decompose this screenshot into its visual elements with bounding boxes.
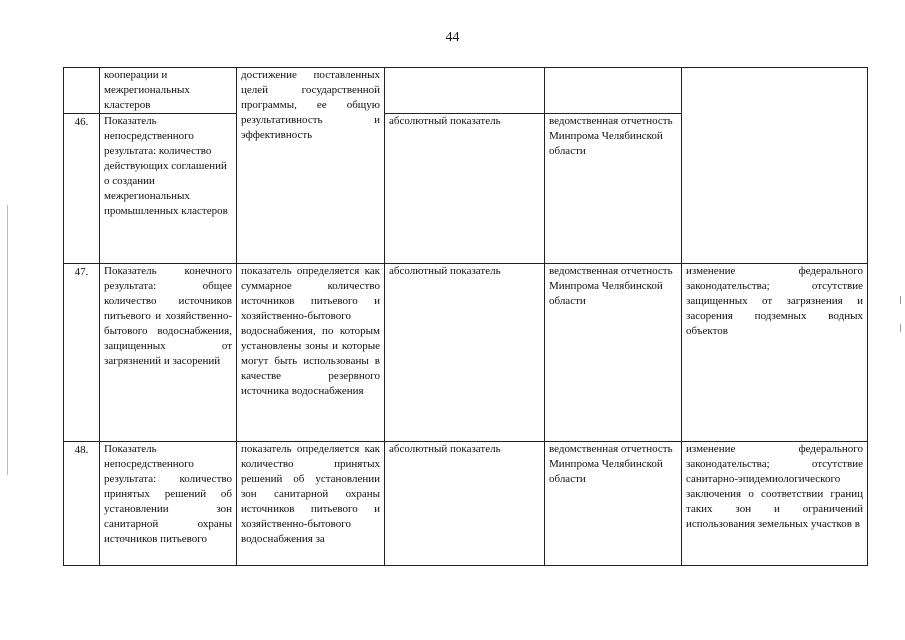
indicator-cell <box>100 114 237 264</box>
table-row <box>64 68 868 114</box>
method-text: показатель определяется как количество принятых решений об установлении зон санитарной охраны источников питьевого и хозяйственно-бытового водоснабжения за <box>241 443 380 545</box>
method-text: показатель определяется как суммарное количество источников питьевого и хозяйственно-бытового водоснабжения, по которым установлены зоны и которые могут быть использованы в качестве резервного источника водоснабжения <box>241 265 380 397</box>
source-text: ведомственная отчетность Минпрома Челябинской области <box>549 265 673 307</box>
source-text: ведомственная отчетность Минпрома Челябинской области <box>549 443 673 485</box>
indicators-table <box>63 67 868 566</box>
risks-text: изменение федерального законодательства; отсутствие защищенных от загрязнения и засорения подземных водных объектов <box>686 265 863 337</box>
method-cell <box>237 442 385 566</box>
source-cell <box>545 68 682 114</box>
type-text: абсолютный показатель <box>389 115 501 127</box>
scan-edge-mark <box>7 205 8 475</box>
table-row <box>64 264 868 442</box>
method-cell <box>237 68 385 264</box>
indicator-cell <box>100 68 237 114</box>
type-cell <box>385 442 545 566</box>
risks-cell <box>682 264 868 442</box>
page-number: 44 <box>445 30 460 45</box>
source-cell <box>545 264 682 442</box>
scan-tick-mark <box>900 324 901 332</box>
indicator-text: Показатель конечного результата: общее количество источников питьевого и хозяйственно-бытового водоснабжения, защищенных от загрязнений и засорений <box>104 265 232 367</box>
scan-tick-mark <box>900 296 901 304</box>
type-cell <box>385 68 545 114</box>
source-cell <box>545 114 682 264</box>
indicator-cell <box>100 442 237 566</box>
type-cell <box>385 264 545 442</box>
risks-cell <box>682 68 868 264</box>
row-number: 46. <box>64 114 100 264</box>
risks-cell <box>682 442 868 566</box>
method-cell <box>237 264 385 442</box>
source-cell <box>545 442 682 566</box>
source-text: ведомственная отчетность Минпрома Челябинской области <box>549 115 673 157</box>
risks-text: изменение федерального законодательства; отсутствие санитарно-эпидемиологического заключения о соответствии границ таких зон и ограничений использования земельных участков в <box>686 443 863 530</box>
row-number <box>64 68 100 114</box>
indicator-text: Показатель непосредственного результата: количество принятых решений об установлении зон санитарной охраны источников питьевого <box>104 443 232 545</box>
row-number: 48. <box>64 442 100 566</box>
indicator-text: кооперации и межрегиональных кластеров <box>104 69 190 111</box>
indicator-cell <box>100 264 237 442</box>
method-text: достижение поставленных целей государственной программы, ее общую результативность и эффективность <box>241 69 380 141</box>
type-text: абсолютный показатель <box>389 265 501 277</box>
indicator-text: Показатель непосредственного результата: количество действующих соглашений о создании межрегиональных промышленных кластеров <box>104 115 228 217</box>
type-cell <box>385 114 545 264</box>
table-row <box>64 442 868 566</box>
type-text: абсолютный показатель <box>389 443 501 455</box>
row-number: 47. <box>64 264 100 442</box>
